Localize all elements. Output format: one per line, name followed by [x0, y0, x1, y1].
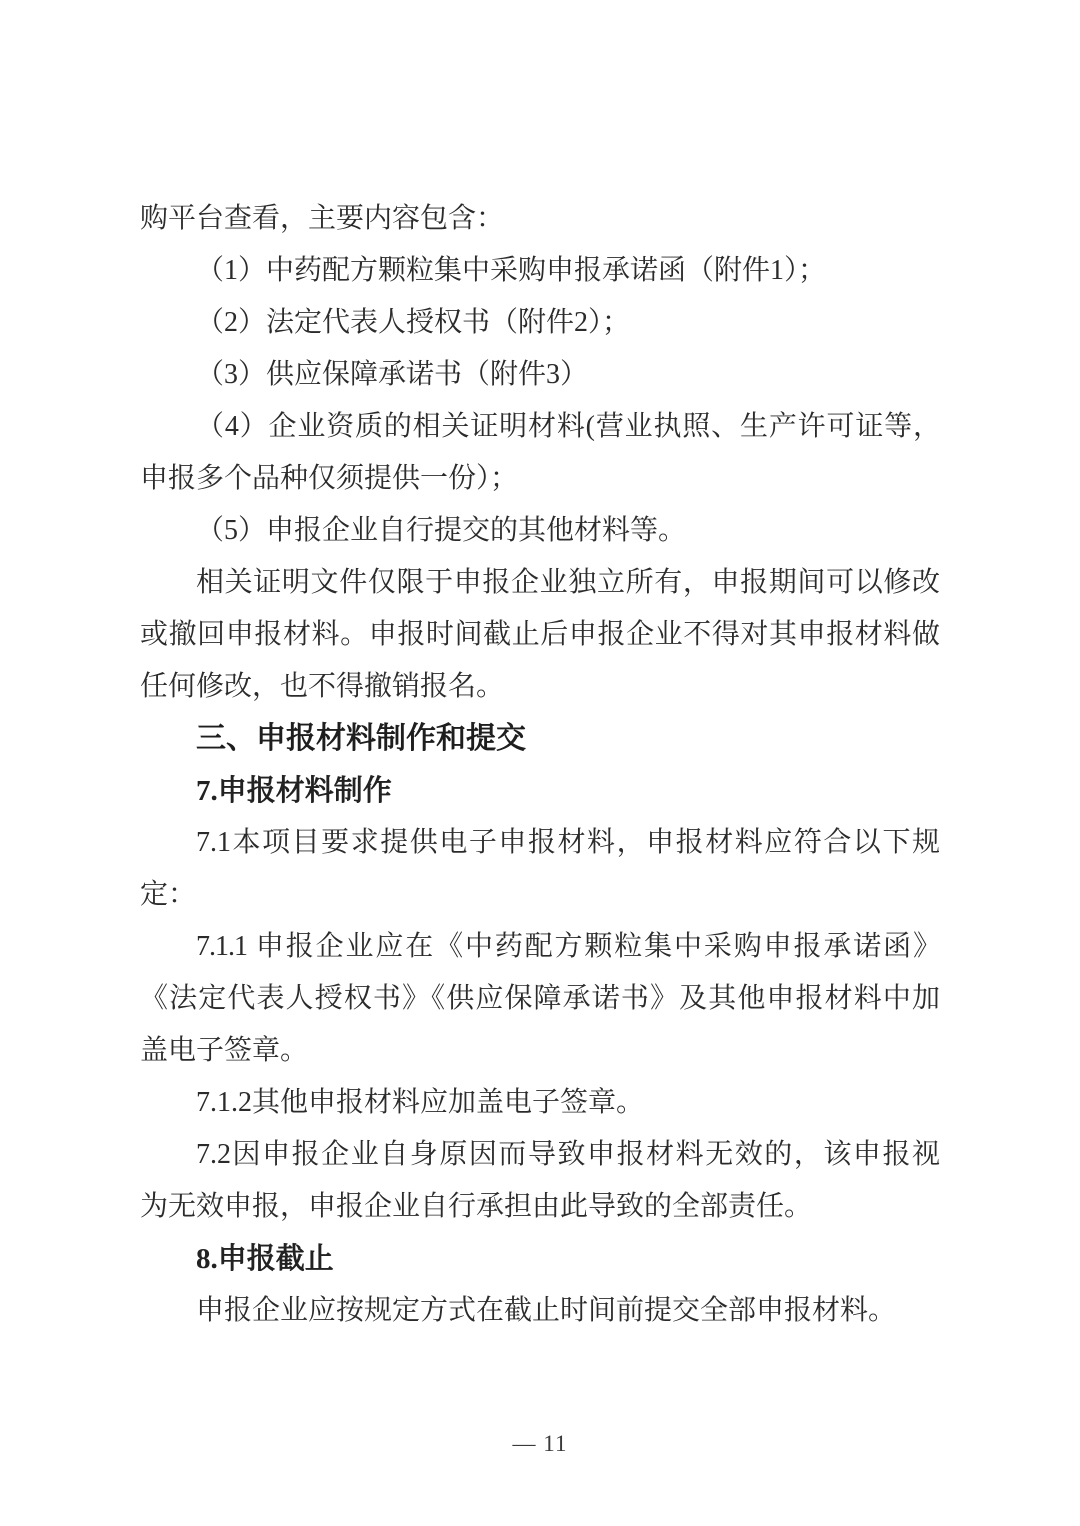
list-item-qualification-cont: 申报多个品种仅须提供一份）；: [140, 463, 519, 494]
paragraph-8-content: 申报企业应按规定方式在截止时间前提交全部申报材料。: [196, 1295, 897, 1326]
list-item-qualification: （4）企业资质的相关证明材料(营业执照、生产许可证等，: [196, 411, 940, 442]
heading-item-7: 7.申报材料制作: [196, 775, 392, 807]
paragraph-7-2-cont: 为无效申报，申报企业自行承担由此导致的全部责任。: [140, 1191, 813, 1222]
paragraph-7-1-cont: 定：: [140, 879, 197, 910]
paragraph-7-1-1: 7.1.1 申报企业应在《中药配方颗粒集中采购申报承诺函》: [196, 931, 940, 962]
page-number: — 11: [512, 1431, 568, 1456]
paragraph-7-2: 7.2因申报企业自身原因而导致申报材料无效的，该申报视: [196, 1139, 940, 1170]
list-item-other-materials: （5）申报企业自行提交的其他材料等。: [196, 515, 687, 546]
paragraph-cert-ownership-cont2: 任何修改，也不得撤销报名。: [140, 671, 505, 702]
list-item-attachment1: （1）中药配方颗粒集中采购申报承诺函（附件1）；: [196, 255, 827, 286]
paragraph-7-1-2: 7.1.2其他申报材料应加盖电子签章。: [196, 1087, 645, 1118]
list-item-attachment2: （2）法定代表人授权书（附件2）；: [196, 307, 631, 338]
heading-item-8: 8.申报截止: [196, 1243, 334, 1275]
paragraph-cert-ownership: 相关证明文件仅限于申报企业独立所有，申报期间可以修改: [196, 567, 940, 598]
document-body: [140, 193, 940, 1337]
paragraph-platform-view: 购平台查看，主要内容包含：: [140, 203, 505, 234]
list-item-attachment3: （3）供应保障承诺书（附件3）: [196, 359, 589, 390]
paragraph-7-1-1-cont2: 盖电子签章。: [140, 1035, 309, 1066]
paragraph-7-1: 7.1本项目要求提供电子申报材料，申报材料应符合以下规: [196, 827, 940, 858]
paragraph-7-1-1-cont1: 《法定代表人授权书》《供应保障承诺书》及其他申报材料中加: [140, 983, 940, 1014]
heading-section-three: 三、申报材料制作和提交: [196, 722, 526, 755]
paragraph-cert-ownership-cont1: 或撤回申报材料。申报时间截止后申报企业不得对其申报材料做: [140, 619, 940, 650]
